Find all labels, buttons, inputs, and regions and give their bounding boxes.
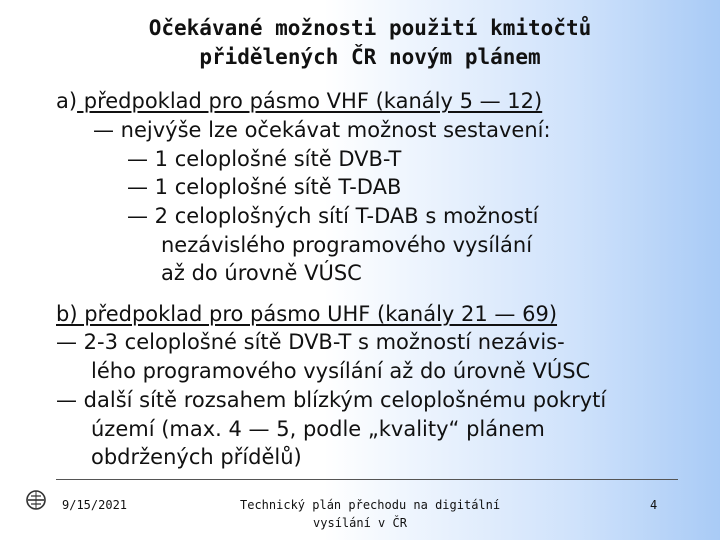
section-a-item: — 1 celoplošné sítě T-DAB xyxy=(127,175,402,199)
slide-title-line-1: Očekávané možnosti použití kmitočtů xyxy=(148,16,592,40)
page-number: 4 xyxy=(650,498,658,512)
section-a-heading xyxy=(56,88,542,114)
section-b-heading: b) předpoklad pro pásmo UHF (kanály 21 — 69) xyxy=(56,302,558,326)
section-a-item-continuation: až do úrovně VÚSC xyxy=(161,261,362,285)
section-a-heading-text: předpoklad pro pásmo VHF (kanály 5 — 12) xyxy=(77,89,543,113)
footer-title-line-1: Technický plán přechodu na digitální xyxy=(240,498,501,512)
section-a-line: — nejvýše lze očekávat možnost sestavení: xyxy=(93,118,551,142)
ctu-logo-icon xyxy=(24,488,48,512)
section-b-item-continuation: lého programového vysílání až do úrovně VÚSC xyxy=(91,359,591,383)
footer-title xyxy=(240,496,501,532)
section-a-item: — 1 celoplošné sítě DVB-T xyxy=(127,147,402,171)
footer-title-line-2: vysílání v ČR xyxy=(313,516,407,530)
footer-divider xyxy=(56,479,678,480)
section-a-marker: a) xyxy=(56,89,78,113)
footer-date: 9/15/2021 xyxy=(62,498,128,512)
section-b-item: — 2-3 celoplošné sítě DVB-T s možností nezávis- xyxy=(56,330,565,354)
section-b-item-continuation: obdržených přídělů) xyxy=(91,445,302,469)
slide-title xyxy=(60,14,680,72)
section-b-item: — další sítě rozsahem blízkým celoplošnému pokrytí xyxy=(56,388,607,412)
section-a-item-continuation: nezávislého programového vysílání xyxy=(161,233,533,257)
section-a-item: — 2 celoplošných sítí T-DAB s možností xyxy=(127,204,539,228)
section-b-item-continuation: území (max. 4 — 5, podle „kvality“ plánem xyxy=(91,417,545,441)
slide-title-line-2: přidělených ČR novým plánem xyxy=(199,45,541,69)
